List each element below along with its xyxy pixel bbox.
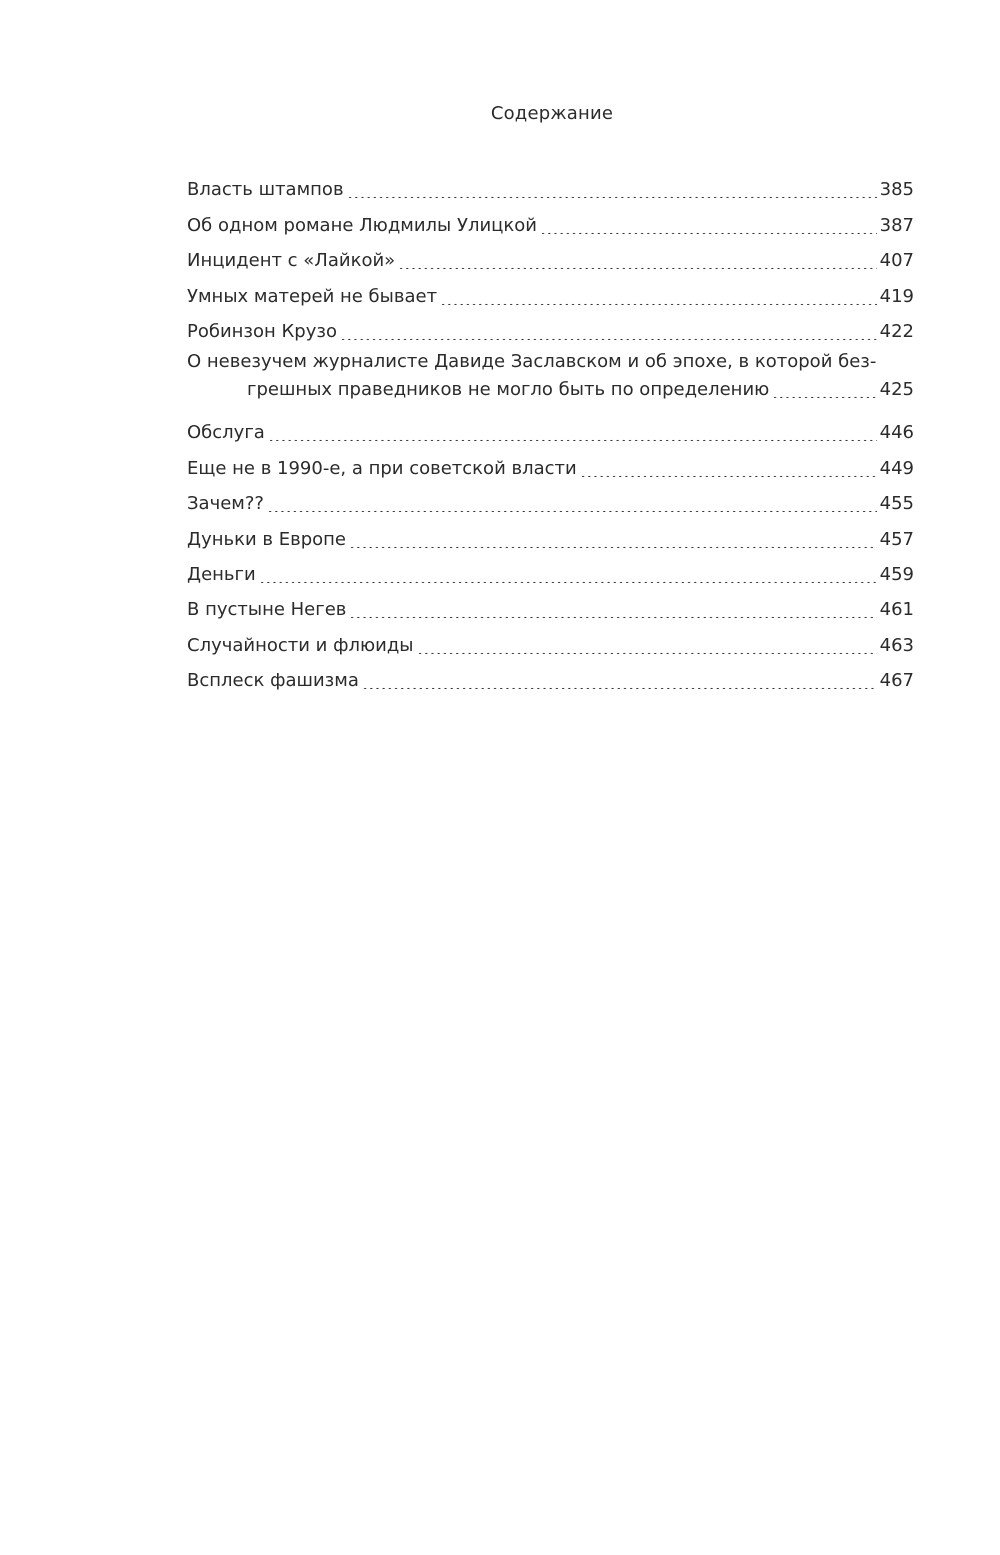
- toc-entry-page: 407: [879, 250, 914, 272]
- toc-entry: [187, 310, 914, 345]
- toc-entry: [187, 168, 914, 203]
- toc-entry-title: В пустыне Негев: [187, 599, 347, 621]
- toc-entry-title: Об одном романе Людмилы Улицкой: [187, 214, 537, 236]
- toc-entry-page: 385: [879, 179, 914, 201]
- dot-leader: [268, 431, 877, 441]
- dot-leader: [580, 467, 877, 477]
- toc-entry: [187, 553, 914, 588]
- dot-leader: [772, 388, 876, 398]
- dot-leader: [349, 538, 877, 548]
- toc-entry-title: Власть штампов: [187, 179, 344, 201]
- dot-leader: [417, 644, 877, 654]
- toc-entry: [187, 446, 914, 481]
- toc-entry-page: 449: [879, 457, 914, 479]
- table-of-contents: [187, 168, 914, 694]
- toc-entry-title: Робинзон Крузо: [187, 320, 337, 342]
- toc-entry-page: 419: [879, 285, 914, 307]
- toc-entry: [187, 482, 914, 517]
- dot-leader: [362, 679, 877, 689]
- toc-entry-title: Деньги: [187, 563, 256, 585]
- toc-entry-page: 461: [879, 599, 914, 621]
- toc-entry-continuation: [187, 375, 914, 403]
- toc-entry-page: 425: [879, 378, 914, 400]
- dot-leader: [398, 259, 876, 269]
- toc-entry: [187, 203, 914, 238]
- toc-entry: [187, 588, 914, 623]
- toc-entry-title-line1: О невезучем журналисте Давиде Заславском и об эпохе, в которой без-: [187, 350, 877, 372]
- toc-entry-page: 387: [879, 214, 914, 236]
- toc-entry: [187, 411, 914, 446]
- toc-entry-page: 463: [879, 634, 914, 656]
- dot-leader: [540, 224, 877, 234]
- toc-entry: [187, 517, 914, 552]
- toc-entry-title: Обслуга: [187, 422, 265, 444]
- dot-leader: [349, 608, 876, 618]
- toc-entry-title: Умных матерей не бывает: [187, 285, 438, 307]
- toc-entry-page: 446: [879, 422, 914, 444]
- toc-entry: [187, 623, 914, 658]
- running-head: Содержание: [490, 103, 614, 124]
- toc-entry-title: Зачем??: [187, 493, 264, 515]
- dot-leader: [340, 330, 877, 340]
- toc-entry: [187, 349, 914, 411]
- toc-entry-page: 467: [879, 670, 914, 692]
- dot-leader: [267, 502, 877, 512]
- toc-entry: [187, 239, 914, 274]
- toc-entry-title-line2: грешных праведников не могло быть по определению: [247, 378, 770, 400]
- toc-entry-page: 422: [879, 320, 914, 342]
- toc-entry-title: Случайности и флюиды: [187, 634, 414, 656]
- toc-entry-title: Инцидент с «Лайкой»: [187, 250, 396, 272]
- toc-entry-page: 457: [879, 528, 914, 550]
- toc-entry: [187, 659, 914, 694]
- dot-leader: [440, 295, 877, 305]
- toc-entry-page: 459: [879, 563, 914, 585]
- toc-entry-title: Еще не в 1990-е, а при советской власти: [187, 457, 577, 479]
- toc-entry: [187, 274, 914, 309]
- toc-entry-page: 455: [879, 493, 914, 515]
- toc-entry-title: Всплеск фашизма: [187, 670, 359, 692]
- toc-entry-title: Дуньки в Европе: [187, 528, 346, 550]
- dot-leader: [259, 573, 877, 583]
- dot-leader: [347, 188, 877, 198]
